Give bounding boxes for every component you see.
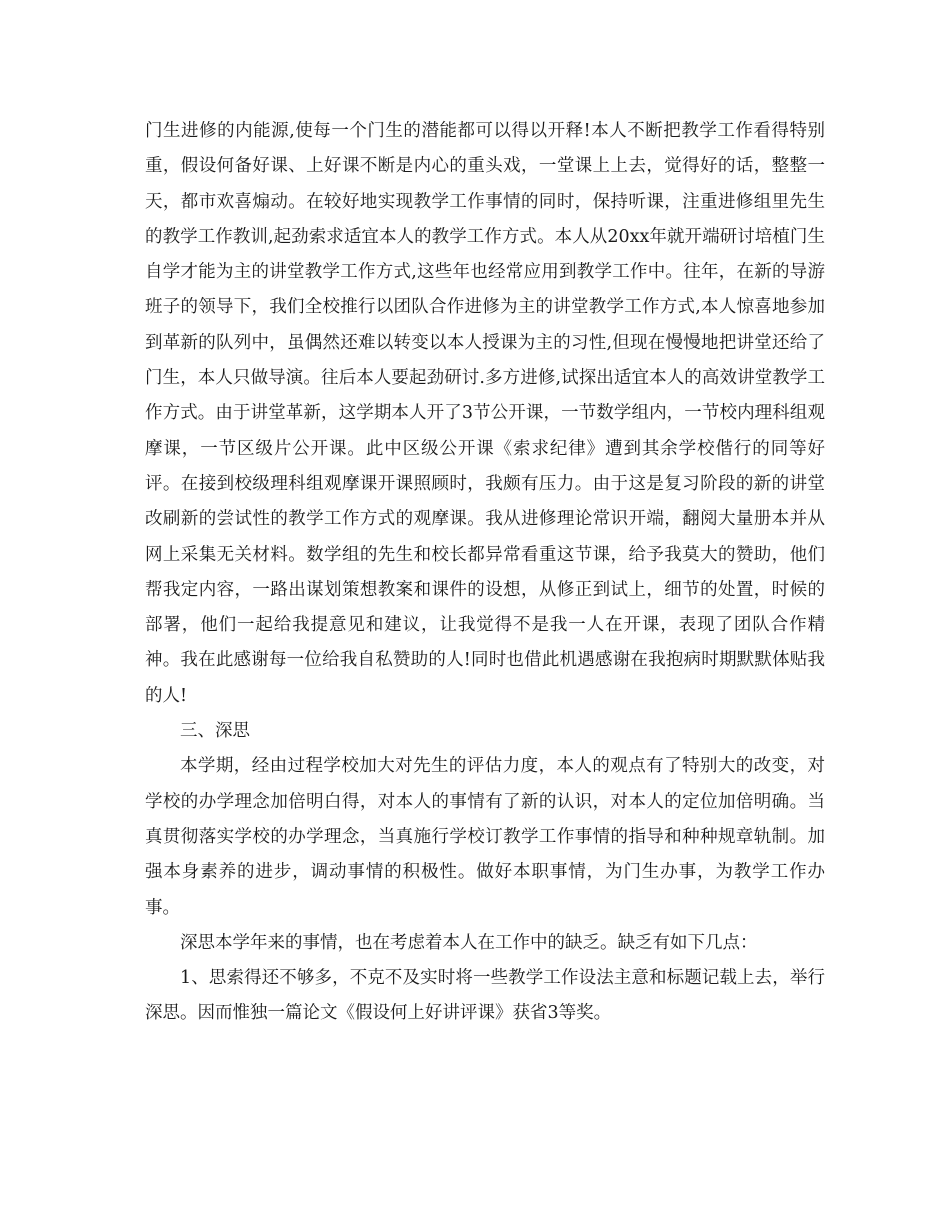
- paragraph-shortcomings-intro: 深思本学年来的事情，也在考虑着本人在工作中的缺乏。缺乏有如下几点：: [180, 932, 758, 953]
- paragraph-teaching-work: 门生进修的内能源,使每一个门生的潜能都可以得以开释!本人不断把教学工作看得特别重，假设何备好课、上好课不断是内心的重头戏，一堂课上上去，觉得好的话，整整一天，都市欢喜煽动。在较好地实现教学工作事情的同时，保持听课，注重进修组里先生的教学工作教训,起劲索求适宜本人的教学工作方式。本人从20xx年就开端研讨培植门生自学才能为主的讲堂教学工作方式,这些年也经常应用到教学工作中。往年，在新的导游班子的领导下，我们全校推行以团队合作进修为主的讲堂教学工作方式,本人惊喜地参加到革新的队列中，虽偶然还难以转变以本人授课为主的习性,但现在慢慢地把讲堂还给了门生，本人只做导演。往后本人要起劲研讨.多方进修,试探出适宜本人的高效讲堂教学工作方式。由于讲堂革新，这学期本人开了3节公开课，一节数学组内，一节校内理科组观摩课，一节区级片公开课。此中区级公开课《索求纪律》遭到其余学校偕行的同等好评。在接到校级理科组观摩课开课照顾时，我颇有压力。由于这是复习阶段的新的讲堂改刷新的尝试性的教学工作方式的观摩课。我从进修理论常识开端，翻阅大量册本并从网上采集无关材料。数学组的先生和校长都异常看重这节课，给予我莫大的赞助，他们帮我定内容，一路出谋划策想教案和课件的设想，从修正到试上，细节的处置，时候的部署，他们一起给我提意见和建议，让我觉得不是我一人在开课，表现了团队合作精神。我在此感谢每一位给我自私赞助的人!同时也借此机遇感谢在我抱病时期默默体贴我的人!: [145, 121, 825, 706]
- paragraph-shortcoming-1: 1、思索得还不够多，不克不及实时将一些教学工作设法主意和标题记载上去，举行深思。因而惟独一篇论文《假设何上好讲评课》获省3等奖。: [145, 968, 825, 1024]
- section-heading-reflection: 三、深思: [180, 721, 250, 742]
- paragraph-semester-reflection: 本学期，经由过程学校加大对先生的评估力度，本人的观点有了特别大的改变，对学校的办学理念加倍明白得，对本人的事情有了新的认识，对本人的定位加倍明确。当真贯彻落实学校的办学理念，当真施行学校订教学工作事情的指导和种种规章轨制。加强本身素养的进步，调动事情的积极性。做好本职事情，为门生办事，为教学工作办事。: [145, 756, 825, 918]
- document-body: [145, 114, 825, 1032]
